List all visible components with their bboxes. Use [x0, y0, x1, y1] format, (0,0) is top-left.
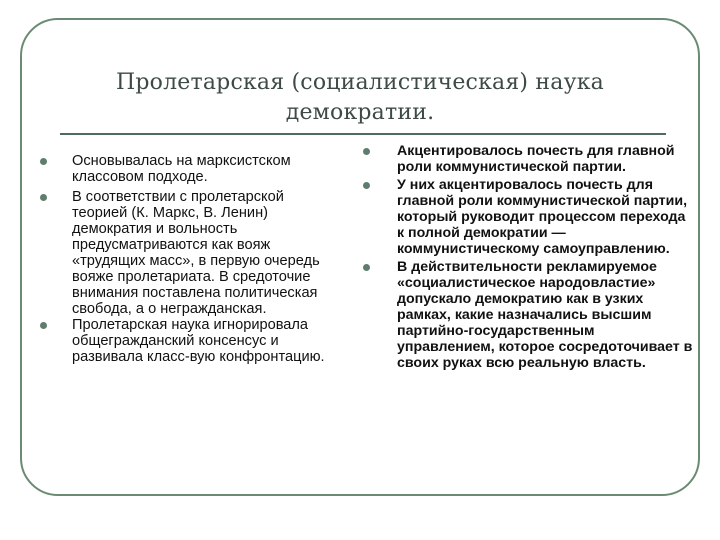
- list-item: [363, 143, 693, 175]
- title-divider: [60, 133, 666, 135]
- list-item-text: В действительности рекламируемое «социалистическое народовластие» допускало демократию как в узких рамках, какие назначались высшим партийно-государственным управлением, которое сосредоточивает в своих руках всю реальную власть.: [397, 259, 693, 371]
- list-item: [363, 177, 693, 257]
- left-bullet-list: [40, 153, 340, 365]
- list-item-text: Акцентировалось почесть для главной роли коммунистической партии.: [397, 143, 675, 175]
- list-item-text: У них акцентировалось почесть для главной роли коммунистической партии, который руководит процессом перехода к полной демократии — коммунистическому самоуправлению.: [397, 177, 688, 257]
- slide-title: Пролетарская (социалистическая) наука демократии.: [115, 70, 604, 125]
- circle-bullet-icon: [40, 194, 47, 201]
- circle-bullet-icon: [363, 264, 370, 271]
- list-item-text: Основывалась на марксистском классовом подходе.: [72, 153, 291, 185]
- list-item-text: Пролетарская наука игнорировала общегражданский консенсус и развивала класс-вую конфронтацию.: [72, 317, 325, 365]
- circle-bullet-icon: [40, 322, 47, 329]
- list-item-text: В соответствии с пролетарской теорией (К. Маркс, В. Ленин) демократия и вольность предусматриваются как вояж «трудящих масс», в первую очередь вояже пролетариата. В средоточие внимания поставлена политическая свобода, а о негражданская.: [72, 189, 320, 317]
- list-item: [40, 189, 340, 317]
- circle-bullet-icon: [363, 148, 370, 155]
- list-item: [40, 317, 340, 365]
- list-item: [363, 259, 693, 371]
- circle-bullet-icon: [40, 158, 47, 165]
- right-bullet-list: [363, 143, 693, 371]
- list-item: [40, 153, 340, 185]
- circle-bullet-icon: [363, 182, 370, 189]
